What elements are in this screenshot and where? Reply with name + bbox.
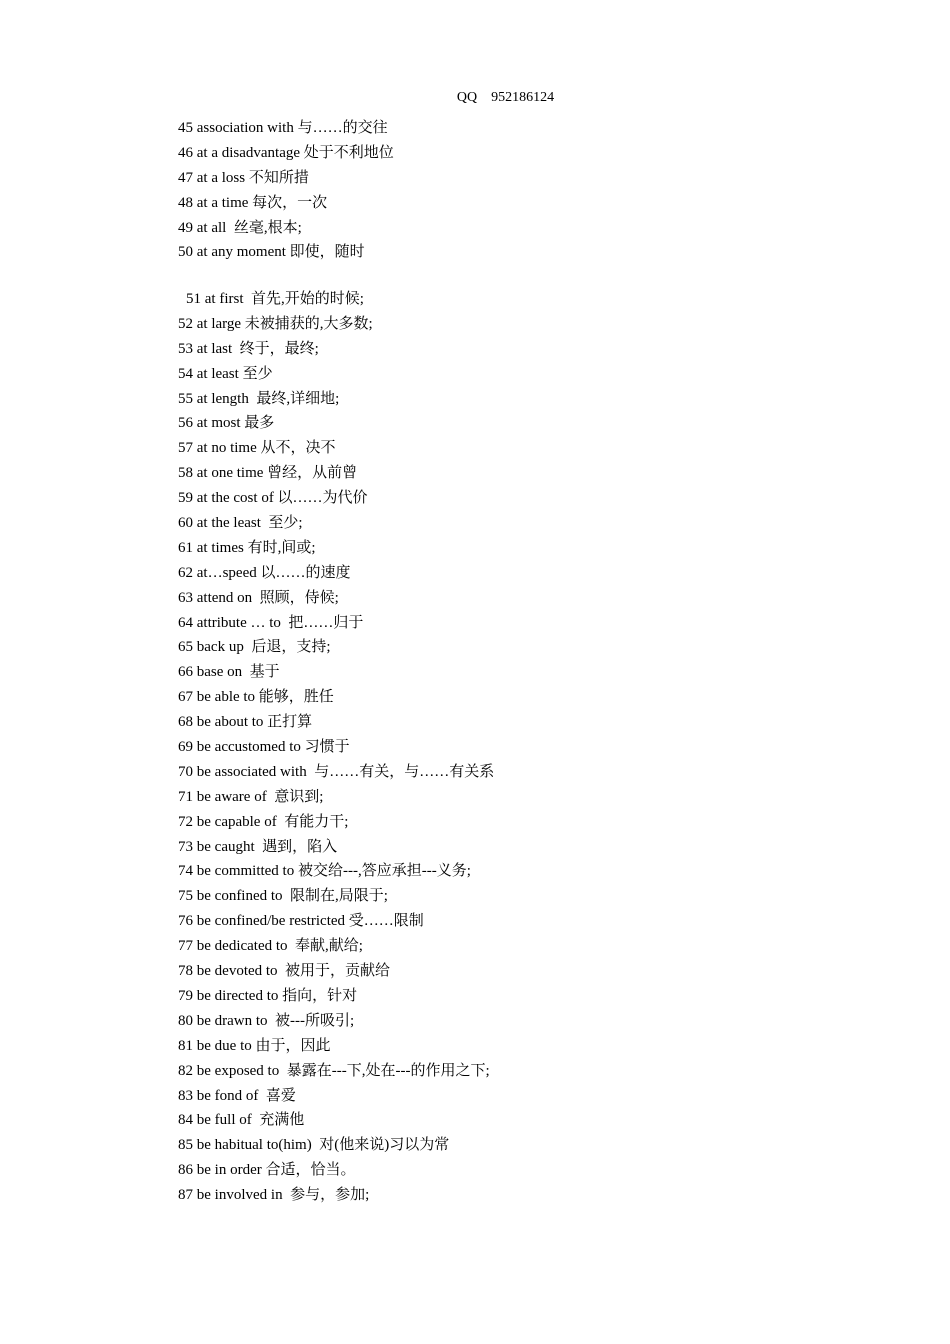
phrase-line: 54 at least 至少 — [178, 365, 273, 382]
phrase-line: 86 be in order 合适，恰当。 — [178, 1162, 356, 1179]
phrase-line: 58 at one time 曾经，从前曾 — [178, 465, 358, 482]
phrase-line: 57 at no time 从不，决不 — [178, 440, 336, 457]
phrase-line: 52 at large 未被捕获的,大多数; — [178, 315, 373, 332]
phrase-line: 78 be devoted to 被用于，贡献给 — [178, 963, 391, 980]
phrase-line: 72 be capable of 有能力干; — [178, 813, 349, 830]
phrase-line: 87 be involved in 参与，参加; — [178, 1187, 370, 1204]
phrase-line: 74 be committed to 被交给---,答应承担---义务; — [178, 863, 471, 880]
phrase-line: 59 at the cost of 以……为代价 — [178, 490, 368, 507]
phrase-line: 85 be habitual to(him) 对(他来说)习以为常 — [178, 1137, 450, 1154]
phrase-line: 79 be directed to 指向，针对 — [178, 987, 358, 1004]
phrase-line: 50 at any moment 即使，随时 — [178, 244, 365, 261]
phrase-list-top — [178, 116, 878, 265]
phrase-line: 80 be drawn to 被---所吸引; — [178, 1012, 355, 1029]
phrase-line: 75 be confined to 限制在,局限于; — [178, 888, 388, 905]
phrase-line: 65 back up 后退，支持; — [178, 639, 331, 656]
phrase-line: 68 be about to 正打算 — [178, 714, 313, 731]
phrase-line: 60 at the least 至少; — [178, 515, 303, 532]
phrase-line: 47 at a loss 不知所措 — [178, 169, 309, 186]
phrase-line: 81 be due to 由于，因此 — [178, 1037, 331, 1054]
phrase-line: 56 at most 最多 — [178, 415, 275, 432]
phrase-line: 63 attend on 照顾，侍候; — [178, 589, 339, 606]
phrase-line: 48 at a time 每次，一次 — [178, 194, 328, 211]
phrase-line: 76 be confined/be restricted 受……限制 — [178, 913, 424, 930]
phrase-line: 66 base on 基于 — [178, 664, 280, 681]
phrase-list-main — [178, 287, 878, 1208]
phrase-line: 61 at times 有时,间或; — [178, 539, 316, 556]
page-header: QQ 952186124 — [456, 90, 555, 105]
phrase-line: 62 at…speed 以……的速度 — [178, 564, 351, 581]
phrase-line: 70 be associated with 与……有关，与……有关系 — [178, 763, 495, 780]
phrase-line: 83 be fond of 喜爱 — [178, 1087, 296, 1104]
phrase-line: 53 at last 终于，最终; — [178, 340, 319, 357]
phrase-line: 64 attribute … to 把……归于 — [178, 614, 364, 631]
phrase-line: 55 at length 最终,详细地; — [178, 390, 340, 407]
phrase-line: 84 be full of 充满他 — [178, 1112, 305, 1129]
phrase-line: 49 at all 丝毫,根本; — [178, 219, 302, 236]
phrase-line: 67 be able to 能够，胜任 — [178, 689, 334, 706]
phrase-line: 46 at a disadvantage 处于不利地位 — [178, 144, 394, 161]
phrase-line: 45 association with 与……的交往 — [178, 120, 388, 136]
phrase-line: 71 be aware of 意识到; — [178, 788, 324, 805]
phrase-line: 77 be dedicated to 奉献,献给; — [178, 938, 363, 955]
phrase-line: 73 be caught 遇到，陷入 — [178, 838, 338, 855]
phrase-line: 82 be exposed to 暴露在---下,处在---的作用之下; — [178, 1062, 490, 1079]
phrase-line: 69 be accustomed to 习惯于 — [178, 739, 350, 756]
phrase-line: 51 at first 首先,开始的时候; — [186, 291, 364, 307]
